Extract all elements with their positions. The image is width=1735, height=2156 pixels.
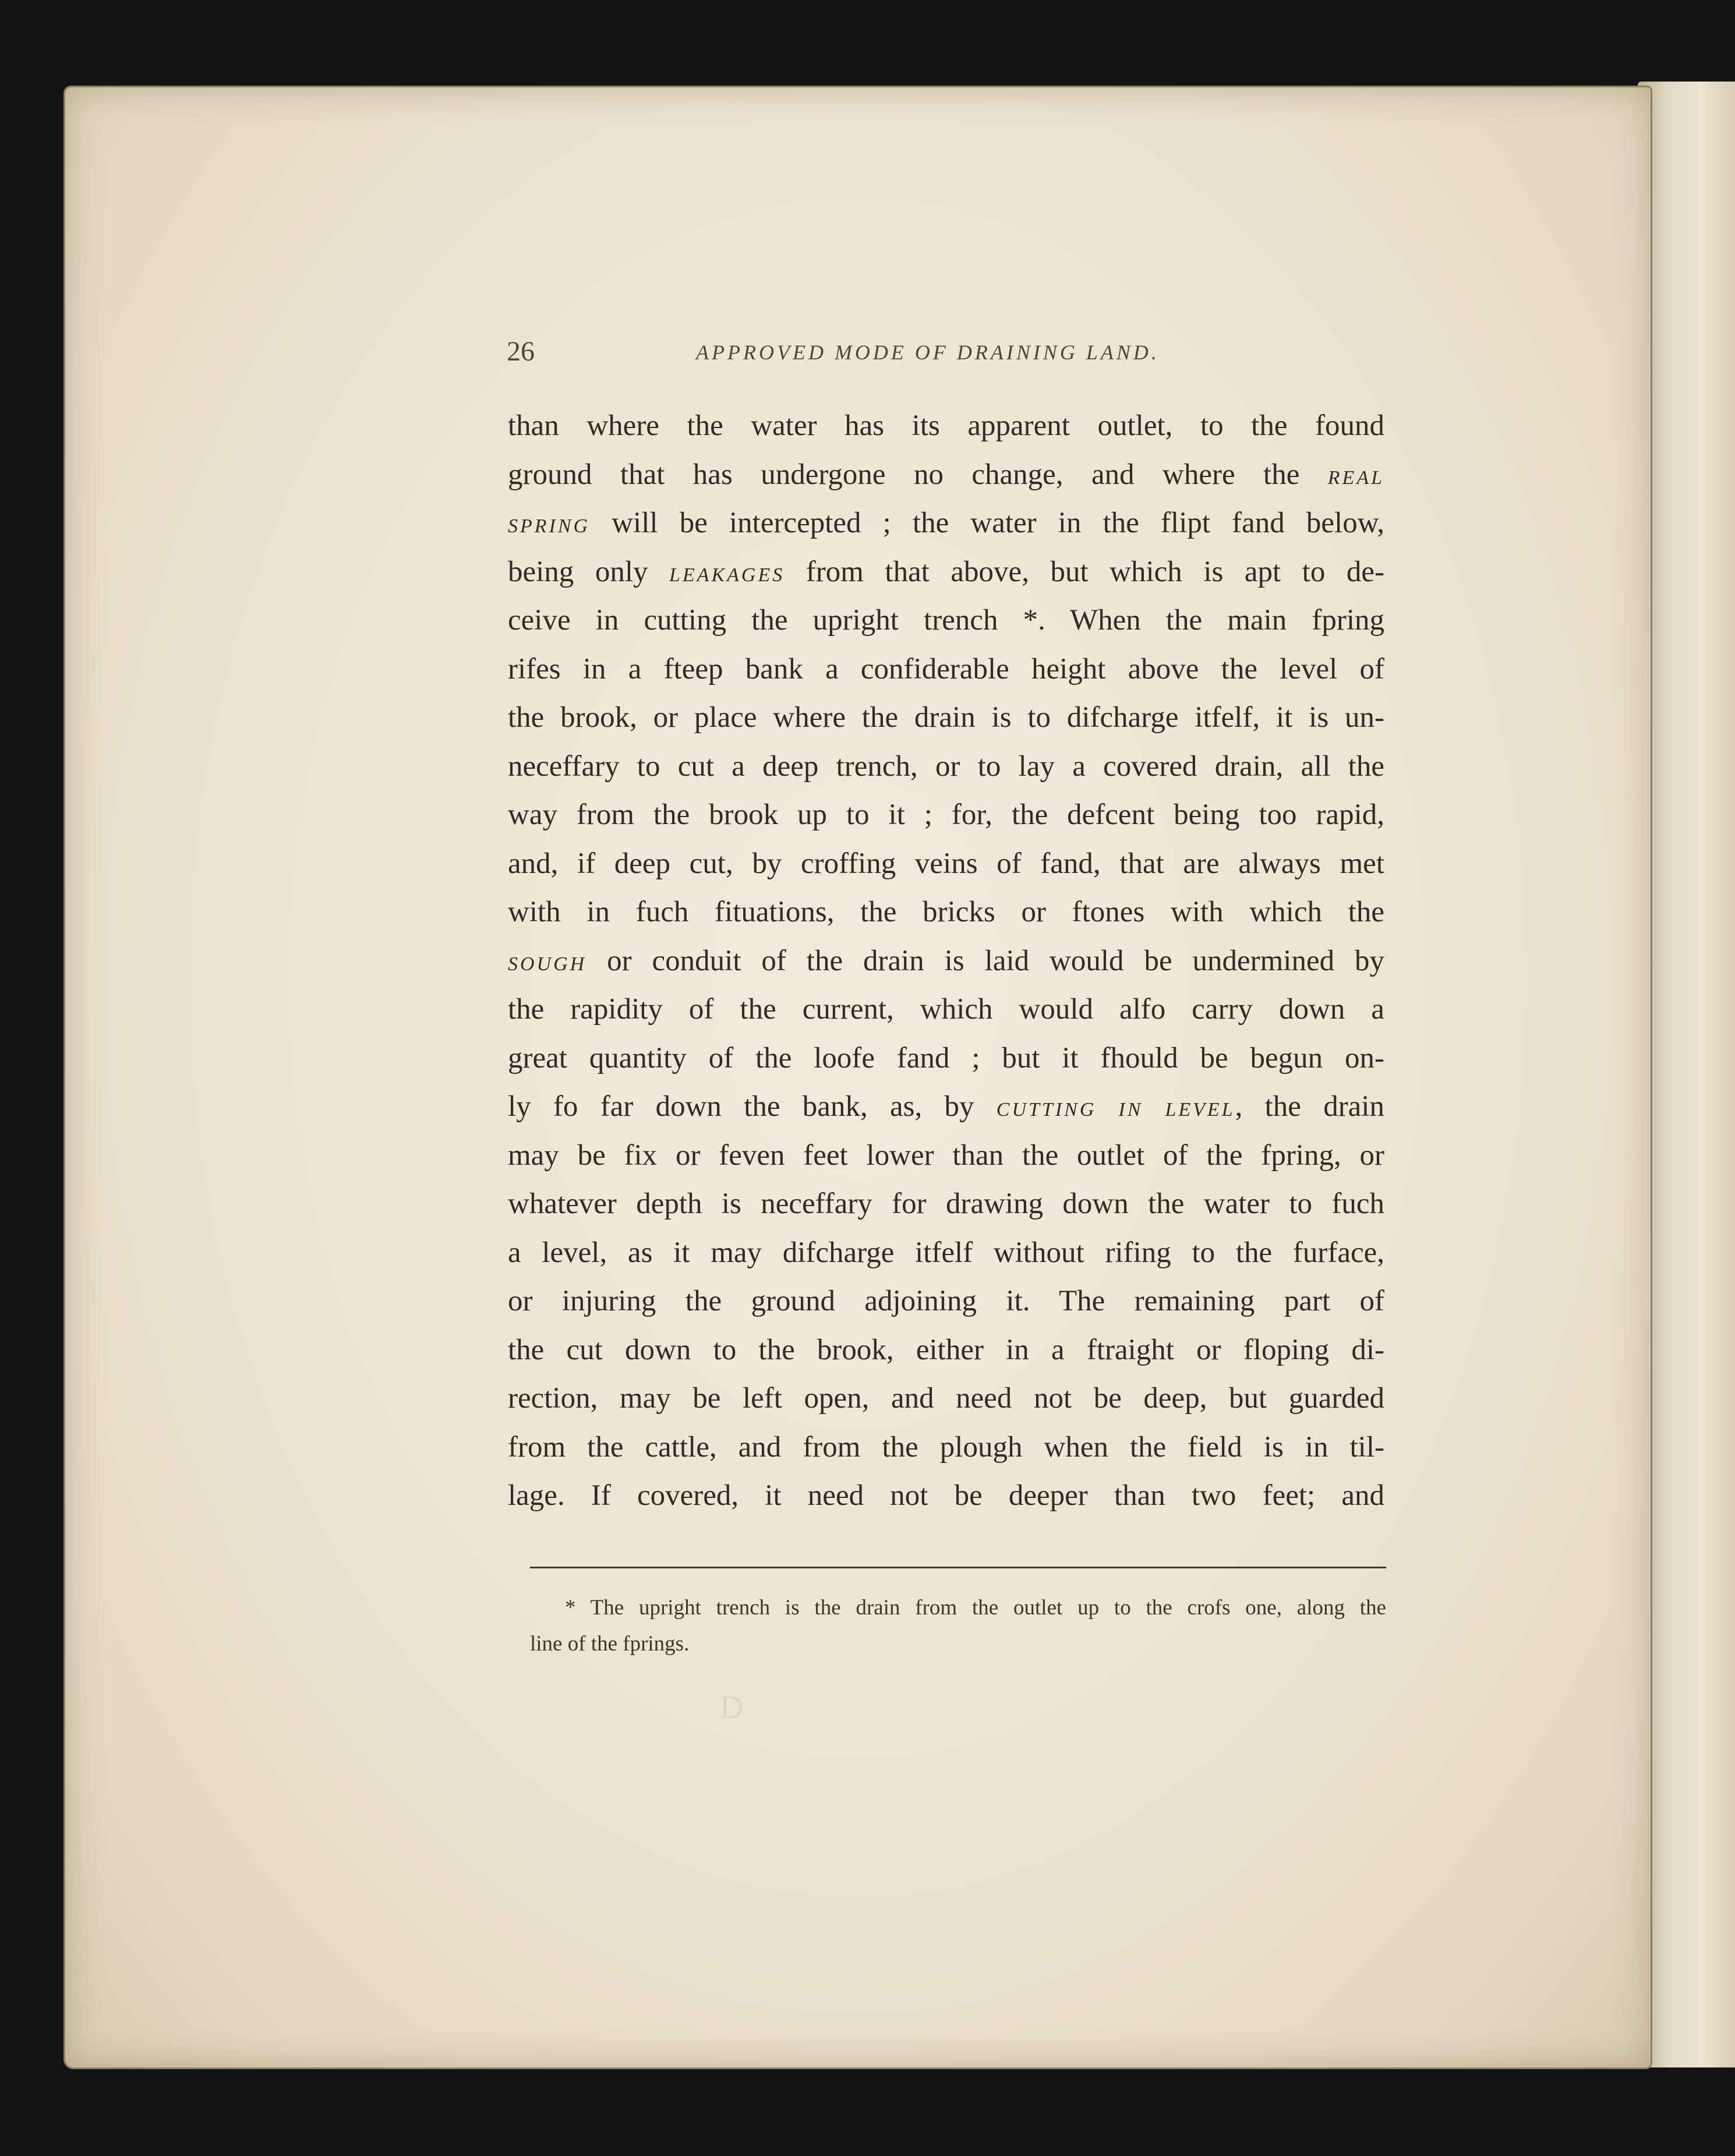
adjacent-page-edge <box>1638 82 1735 2067</box>
text-segment: the rapidity of the current, which would alfo carry down a <box>508 993 1384 1026</box>
text-segment: whatever depth is neceffary for drawing down the water to fuch <box>508 1187 1384 1220</box>
footnote-rule <box>530 1567 1386 1568</box>
text-line <box>508 1083 1384 1132</box>
text-line <box>508 402 1384 451</box>
small-caps-term: LEAKAGES <box>669 564 785 586</box>
text-line <box>508 743 1384 791</box>
small-caps-term: REAL <box>1327 466 1384 489</box>
text-segment: way from the brook up to it ; for, the defcent being too rapid, <box>508 798 1384 831</box>
text-line <box>508 1132 1384 1181</box>
text-segment: the cut down to the brook, either in a ftraight or floping di- <box>508 1333 1384 1366</box>
text-line <box>508 1472 1384 1521</box>
text-segment: and, if deep cut, by croffing veins of fand, that are always met <box>508 847 1384 880</box>
text-segment: or injuring the ground adjoining it. The remaining part of <box>508 1285 1384 1317</box>
text-line <box>508 499 1384 548</box>
text-line <box>508 596 1384 645</box>
text-line <box>508 1277 1384 1326</box>
text-segment: lage. If covered, it need not be deeper than two feet; and <box>508 1479 1384 1512</box>
text-segment: from that above, but which is apt to de- <box>785 555 1384 588</box>
text-line <box>508 645 1384 694</box>
text-segment: neceffary to cut a deep trench, or to lay a covered drain, all the <box>508 750 1384 783</box>
text-segment: from the cattle, and from the plough when the field is in til- <box>508 1430 1384 1464</box>
text-line <box>508 791 1384 840</box>
body-text <box>508 402 1384 1521</box>
text-line <box>508 548 1384 597</box>
text-line <box>508 1180 1384 1229</box>
text-segment: rection, may be left open, and need not be deep, but guarded <box>508 1382 1384 1415</box>
text-segment: may be fix or feven feet lower than the outlet of the fpring, or <box>508 1139 1384 1172</box>
text-line <box>508 1326 1384 1375</box>
text-segment: ceive in cutting the upright trench *. When the main fpring <box>508 604 1384 637</box>
running-head <box>443 335 1200 370</box>
text-segment: a level, as it may difcharge itfelf without rifing to the furface, <box>508 1236 1384 1269</box>
footnote <box>530 1590 1386 1662</box>
text-segment: or conduit of the drain is laid would be undermined by <box>586 944 1384 977</box>
page-number: 26 <box>507 336 535 367</box>
running-title: APPROVED MODE OF DRAINING LAND. <box>696 341 1160 364</box>
text-segment: ly fo far down the bank, as, by <box>508 1090 997 1123</box>
text-segment: with in fuch fituations, the bricks or ftones with which the <box>508 896 1384 928</box>
text-segment: ground that has undergone no change, and where the <box>508 458 1328 491</box>
text-line <box>508 694 1384 743</box>
small-caps-term: CUTTING IN LEVEL <box>996 1099 1235 1121</box>
text-line <box>508 888 1384 937</box>
text-line <box>508 840 1384 889</box>
small-caps-term: SPRING <box>508 515 591 537</box>
text-line <box>508 985 1384 1034</box>
text-line <box>508 937 1384 986</box>
text-segment: will be intercepted ; the water in the flipt fand below, <box>590 507 1384 539</box>
text-segment: the brook, or place where the drain is to difcharge itfelf, it is un- <box>508 701 1384 734</box>
footnote-line: line of the fprings. <box>530 1632 690 1656</box>
small-caps-term: SOUGH <box>508 953 587 975</box>
text-line <box>508 1229 1384 1278</box>
text-segment: being only <box>508 555 670 588</box>
text-line <box>508 451 1384 500</box>
text-segment: rifes in a fteep bank a confiderable height above the level of <box>508 652 1384 685</box>
signature-mark: D <box>720 1690 744 1726</box>
text-line <box>508 1423 1384 1472</box>
text-segment: great quantity of the loofe fand ; but it fhould be begun on- <box>508 1041 1384 1075</box>
footnote-line: * The upright trench is the drain from the outlet up to the crofs one, along the <box>565 1596 1386 1620</box>
text-line <box>508 1374 1384 1423</box>
text-line <box>508 1034 1384 1083</box>
text-segment: than where the water has its apparent outlet, to the found <box>508 409 1384 442</box>
text-segment: , the drain <box>1235 1090 1384 1123</box>
